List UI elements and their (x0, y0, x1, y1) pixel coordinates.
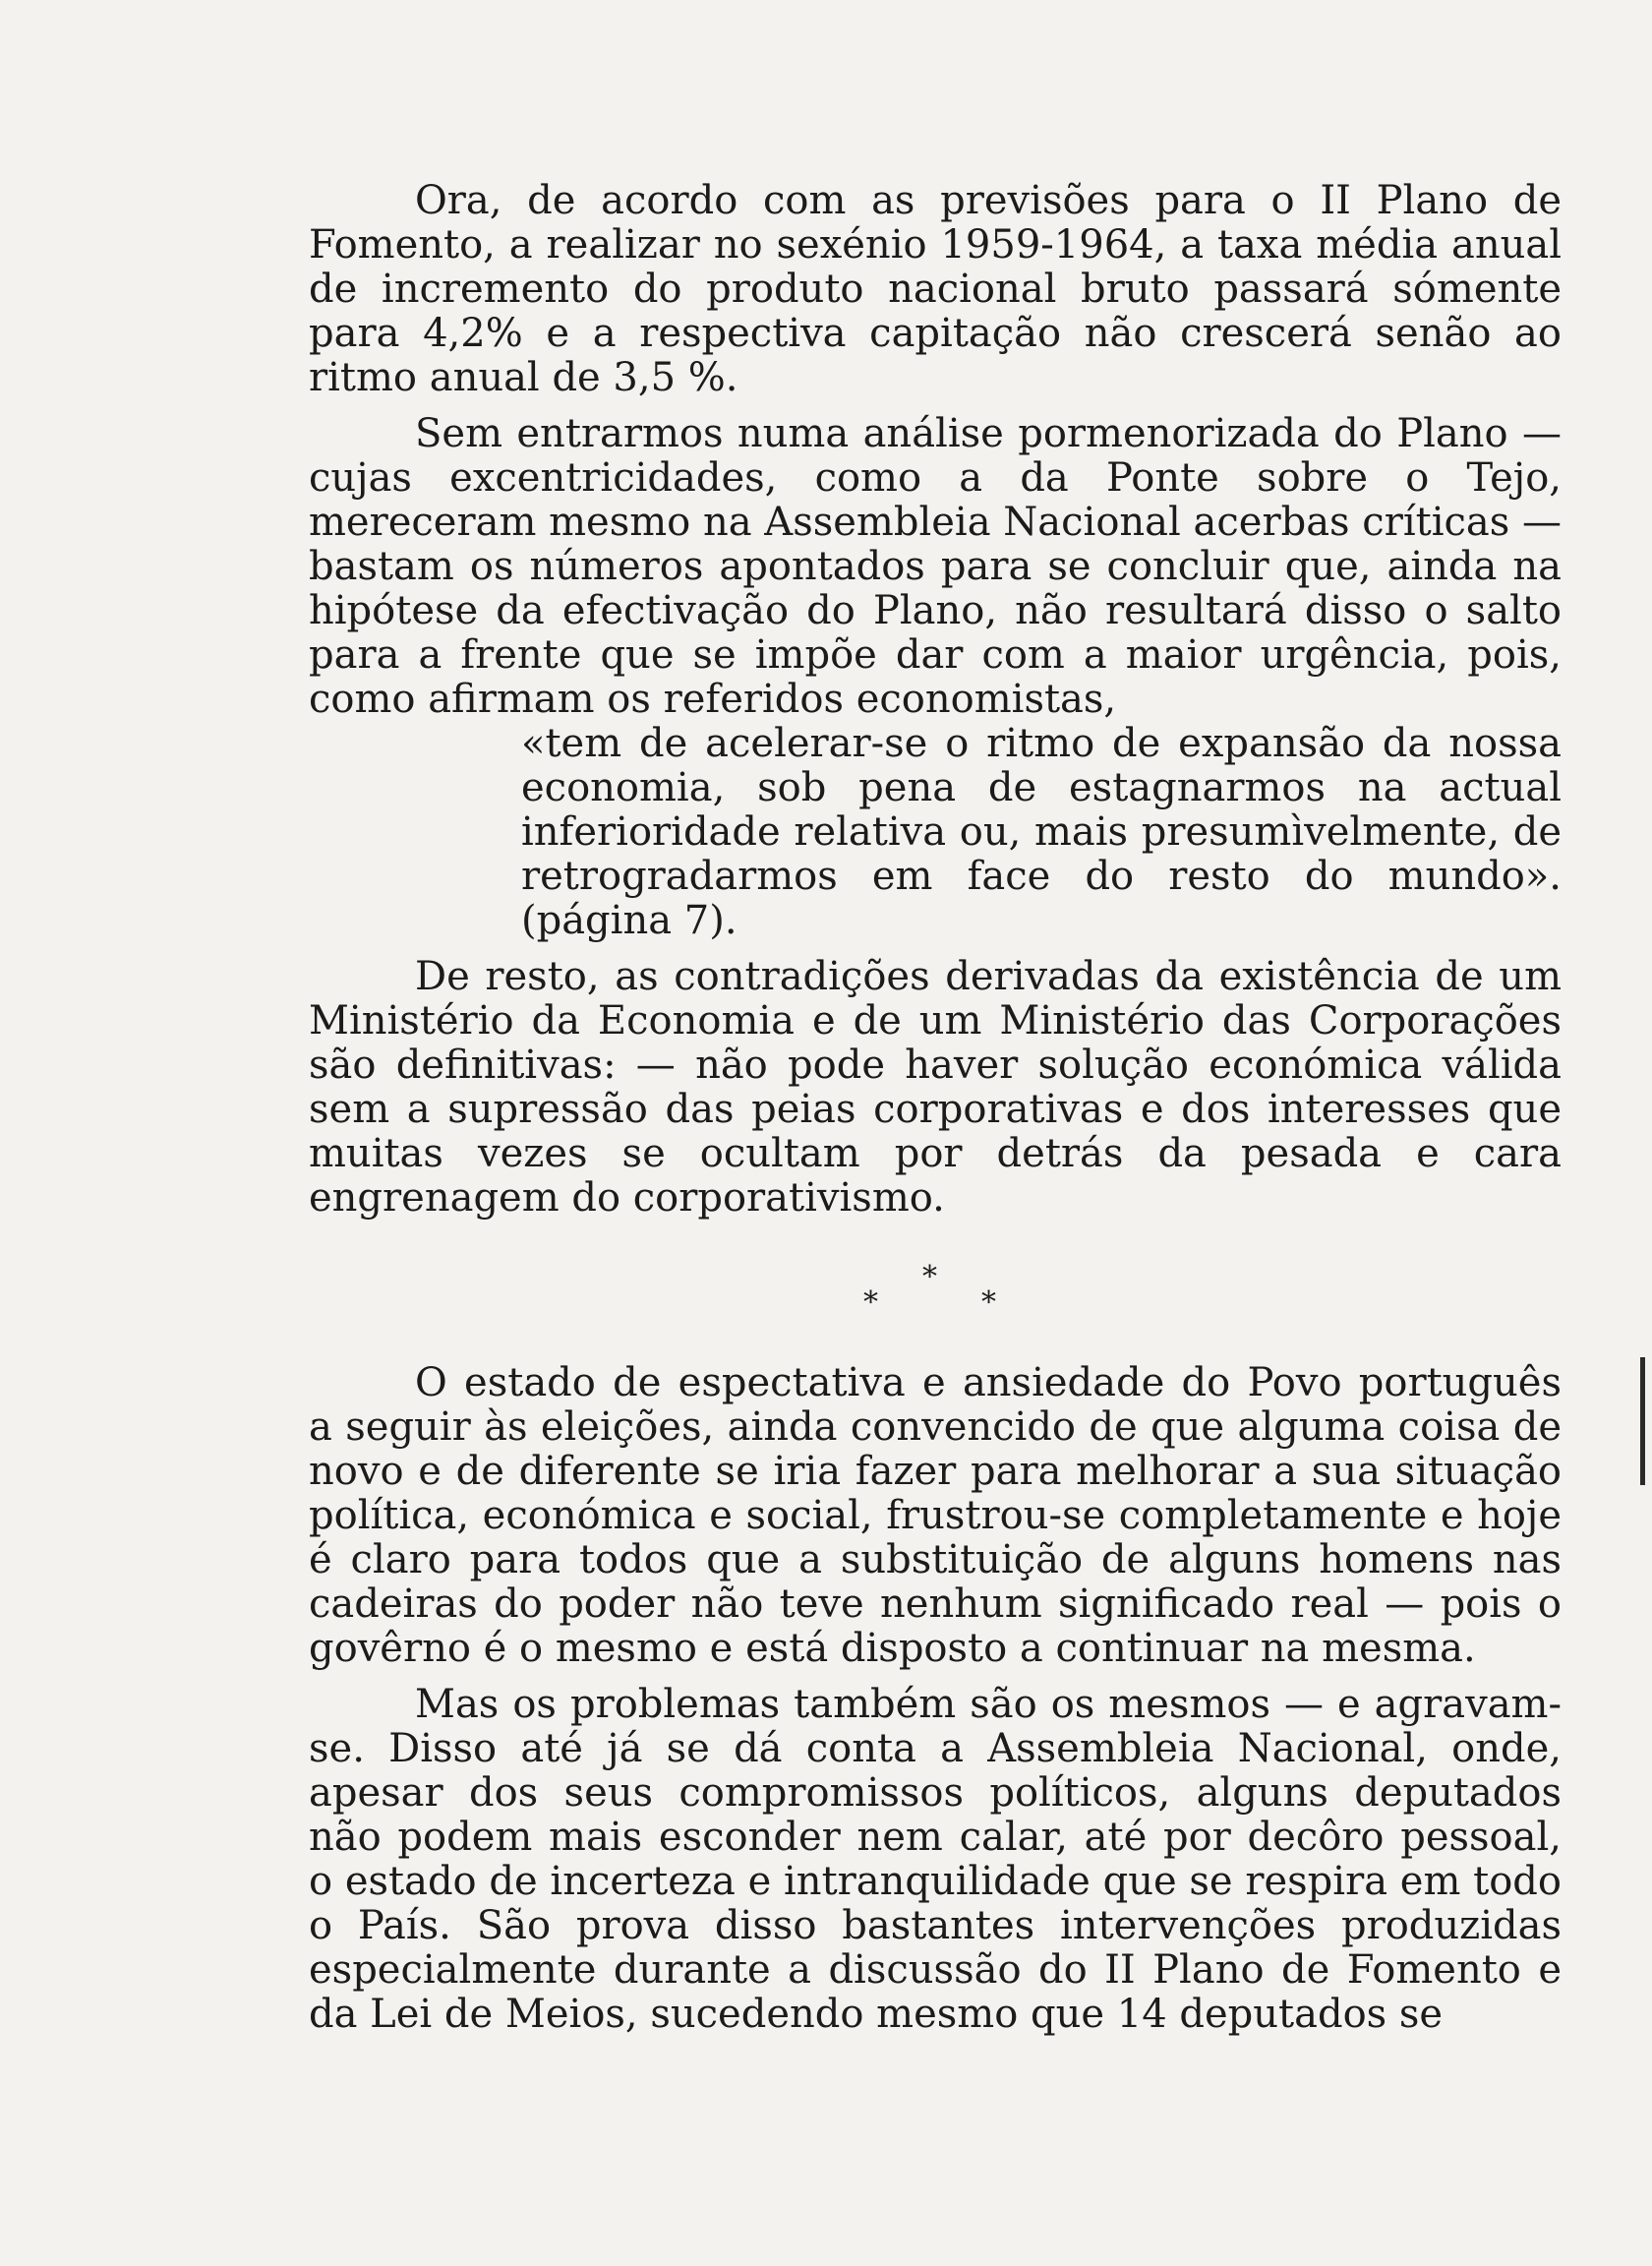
scan-edge-mark (1640, 1357, 1645, 1485)
paragraph-contradictions: De resto, as contradições derivadas da existência de um Ministério da Economia e de um Ministério das Corporações são definitivas: — não pode haver solução económica válida sem a supressão das peias corporativas e dos interesses que muitas vezes se ocultam por detrás da pesada e cara engrenagem do corporativismo. (309, 954, 1562, 1221)
quote-block (309, 722, 1562, 943)
paragraph-plan-forecast: Ora, de acordo com as previsões para o II Plano de Fomento, a realizar no sexénio 1959-1964, a taxa média anual de incremento do produto nacional bruto passará sómente para 4,2% e a respectiva capitação não crescerá senão ao ritmo anual de 3,5 %. (309, 178, 1562, 400)
paragraph-problems: Mas os problemas também são os mesmos — e agravam-se. Disso até já se dá conta a Assembleia Nacional, onde, apesar dos seus compromissos políticos, alguns deputados não podem mais esconder nem calar, até por decôro pessoal, o estado de incerteza e intranquilidade que se respira em todo o País. São prova disso bastantes intervenções produzidas especialmente durante a discussão do II Plano de Fomento e da Lei de Meios, sucedendo mesmo que 14 deputados se (309, 1682, 1562, 2037)
asterism-star-left: * (863, 1285, 878, 1320)
asterism-star-right: * (981, 1285, 996, 1320)
section-divider-asterism (0, 1259, 1652, 1338)
asterism-star-top: * (922, 1260, 937, 1294)
paragraph-plan-analysis: Sem entrarmos numa análise pormenorizada do Plano — cujas excentricidades, como a da Ponte sobre o Tejo, mereceram mesmo na Assembleia Nacional acerbas críticas — bastam os números apontados para se concluir que, ainda na hipótese da efectivação do Plano, não resultará disso o salto para a frente que se impõe dar com a maior urgência, pois, como afirmam os referidos economistas, (309, 411, 1562, 722)
section-political-situation (309, 1361, 1562, 2037)
paragraph-post-election: O estado de espectativa e ansiedade do Povo português a seguir às eleições, ainda convencido de que alguma coisa de novo e de diferente se iria fazer para melhorar a sua situação política, económica e social, frustrou-se completamente e hoje é claro para todos que a substituição de alguns homens nas cadeiras do poder não teve nenhum significado real — pois o govêrno é o mesmo e está disposto a continuar na mesma. (309, 1360, 1562, 1671)
economists-quote: «tem de acelerar-se o ritmo de expansão da nossa economia, sob pena de estagnarmos na actual inferioridade relativa ou, mais presumìvelmente, de retrogradarmos em face do resto do mundo». (página 7). (521, 721, 1562, 943)
section-economic-plan (309, 179, 1562, 1221)
